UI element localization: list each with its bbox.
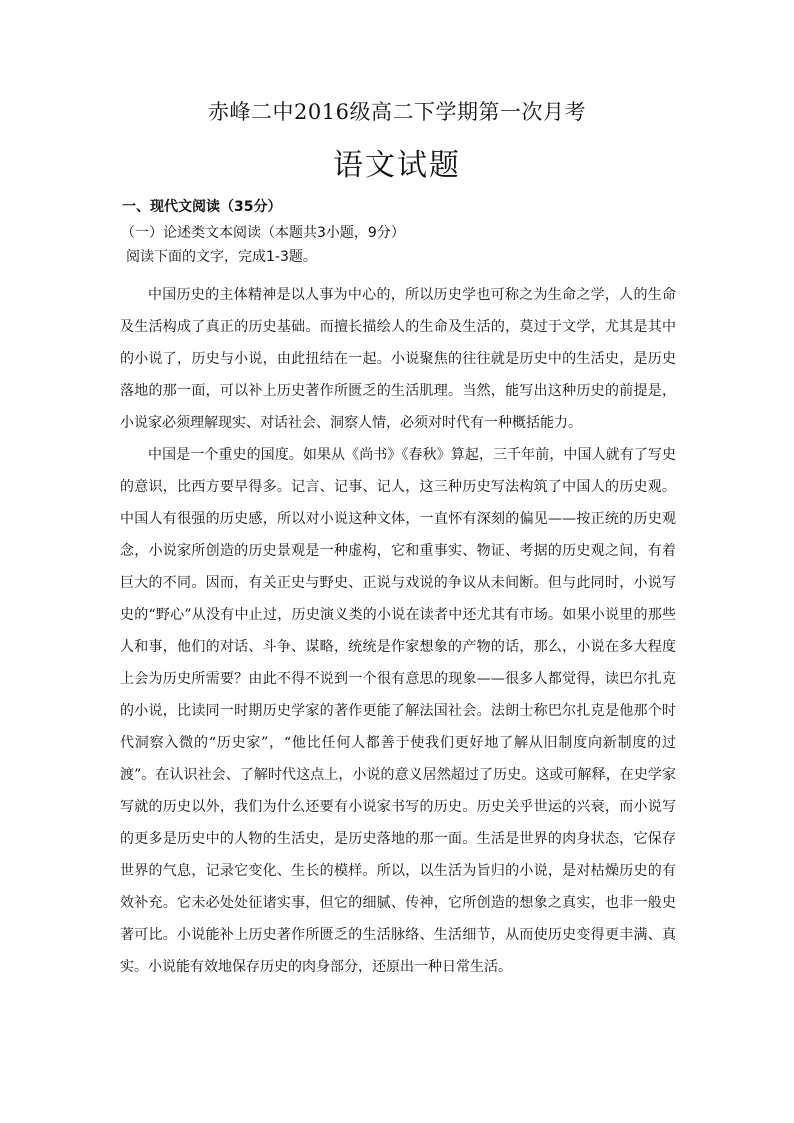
passage-paragraph-2: 中国是一个重史的国度。如果从《尚书》《春秋》算起，三千年前，中国人就有了写史的意识，比西方要早得多。记言、记事、记人，这三种历史写法构筑了中国人的历史观。中国人有很强的历史感，所以对小说这种文体，一直怀有深刻的偏见——按正统的历史观念，小说家所创造的历史景观是一种虚构，它和重事实、物证、考据的历史观之间，有着巨大的不同。因而，有关正史与野史、正说与戏说的争议从未间断。但与此同时，小说写史的“野心”从没有中止过，历史演义类的小说在读者中还尤其有市场。如果小说里的那些人和事，他们的对话、斗争、谋略，统统是作家想象的产物的话，那么，小说在多大程度上会为历史所需要？由此不得不说到一个很有意思的现象——很多人都觉得，读巴尔扎克的小说，比读同一时期历史学家的著作更能了解法国社会。法朗士称巴尔扎克是他那个时代洞察入微的“历史家”，“他比任何人都善于使我们更好地了解从旧制度向新制度的过渡”。在认识社会、了解时代这点上，小说的意义居然超过了历史。这或可解释，在史学家写就的历史以外，我们为什么还要有小说家书写的历史。历史关乎世运的兴衰，而小说写的更多是历史中的人物的生活史，是历史落地的那一面。生活是世界的肉身状态，它保存世界的气息，记录它变化、生长的模样。所以，以生活为旨归的小说，是对枯燥历史的有效补充。它未必处处征诸实事，但它的细腻、传神，它所创造的想象之真实，也非一般史著可比。小说能补上历史著作所匮乏的生活脉络、生活细节，从而使历史变得更丰满、真实。小说能有效地保存历史的肉身部分，还原出一种日常生活。 (120, 447, 676, 975)
exam-title: 赤峰二中2016级高二下学期第一次月考 (208, 100, 586, 124)
passage-body (120, 279, 676, 983)
exam-subject-title: 语文试题 (333, 148, 461, 183)
subsection-heading: （一）论述类文本阅读（本题共3小题，9分） (121, 225, 405, 241)
passage-paragraph-1: 中国历史的主体精神是以人事为中心的，所以历史学也可称之为生命之学，人的生命及生活构成了真正的历史基础。而擅长描绘人的生命及生活的，莫过于文学，尤其是其中的小说了，历史与小说，由此扭结在一起。小说聚焦的往往就是历史中的生活史，是历史落地的那一面，可以补上历史著作所匮乏的生活肌理。当然，能写出这种历史的前提是，小说家必须理解现实、对话社会、洞察人情，必须对时代有一种概括能力。 (120, 287, 676, 431)
reading-instruction: 阅读下面的文字，完成1-3题。 (126, 249, 317, 265)
section-heading: 一、现代文阅读（35分） (122, 199, 282, 215)
